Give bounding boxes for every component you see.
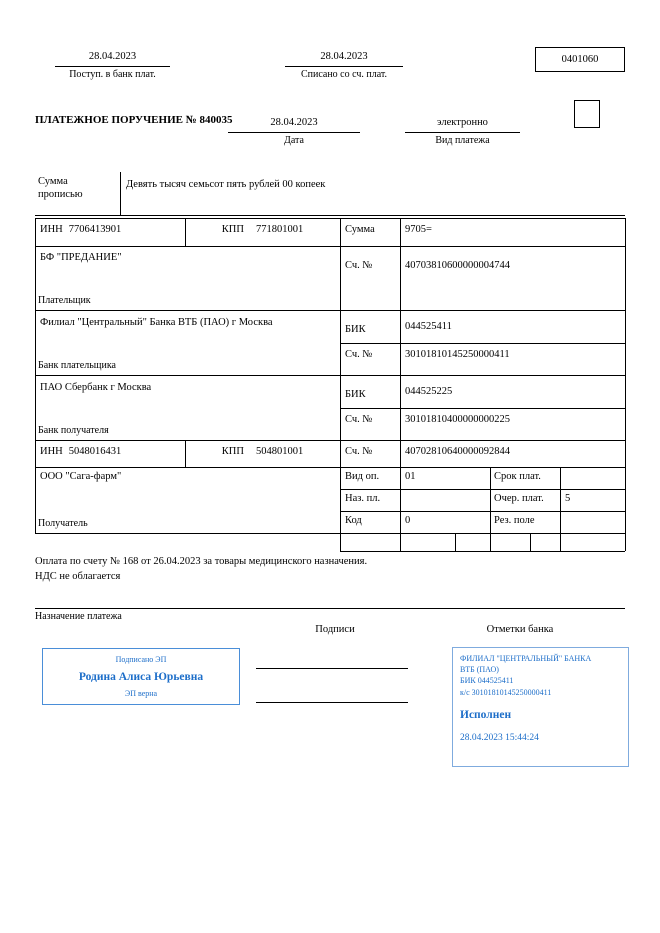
grid-line bbox=[120, 172, 121, 215]
grid-line bbox=[340, 343, 625, 344]
bank-stamp-line1: ФИЛИАЛ "ЦЕНТРАЛЬНЫЙ" БАНКА bbox=[460, 654, 592, 663]
payer-bank-name: Филиал "Центральный" Банка ВТБ (ПАО) г Москва bbox=[40, 317, 273, 328]
document-date-underline bbox=[228, 132, 360, 133]
grid-line bbox=[35, 533, 625, 534]
esign-signed-label: Подписано ЭП bbox=[115, 655, 167, 665]
grid-line bbox=[35, 215, 625, 216]
ocher-plat-value: 5 bbox=[565, 493, 571, 504]
payer-kpp-value: 771801001 bbox=[255, 224, 304, 235]
payee-kpp-value: 504801001 bbox=[255, 446, 304, 457]
grid-line bbox=[35, 310, 625, 311]
received-date-underline bbox=[55, 66, 170, 67]
payer-bank-bik-label: БИК bbox=[345, 324, 366, 335]
kod-value: 0 bbox=[405, 515, 411, 526]
purpose-label: Назначение платежа bbox=[35, 611, 122, 622]
payee-account-label: Сч. № bbox=[345, 446, 373, 457]
payer-kpp bbox=[185, 224, 340, 235]
sum-value: 9705= bbox=[405, 224, 432, 235]
grid-line bbox=[35, 375, 625, 376]
bank-stamp-bik: БИК 044525411 bbox=[460, 676, 514, 686]
grid-line bbox=[35, 218, 36, 533]
grid-line bbox=[340, 511, 625, 512]
payee-kpp bbox=[185, 446, 340, 457]
payee-name: ООО "Сага-фарм" bbox=[40, 471, 122, 482]
bank-stamp-datetime: 28.04.2023 15:44:24 bbox=[460, 732, 539, 743]
payee-account: 40702810640000092844 bbox=[405, 446, 510, 457]
srok-plat-label: Срок плат. bbox=[494, 471, 541, 482]
grid-line bbox=[35, 246, 625, 247]
bank-stamp-status: Исполнен bbox=[460, 708, 512, 721]
payer-account: 40703810600000004744 bbox=[405, 260, 510, 271]
grid-line bbox=[35, 218, 625, 219]
payer-bank-section-label: Банк плательщика bbox=[38, 360, 116, 371]
naz-pl-label: Наз. пл. bbox=[345, 493, 381, 504]
received-date: 28.04.2023 bbox=[88, 51, 137, 62]
grid-line bbox=[35, 440, 625, 441]
payee-bank-bik: 044525225 bbox=[405, 386, 453, 397]
bank-stamp bbox=[452, 647, 629, 767]
amount-words-label: Сумма прописью bbox=[38, 176, 83, 200]
vid-op-value: 01 bbox=[405, 471, 416, 482]
esign-verified-label: ЭП верна bbox=[124, 688, 158, 698]
payer-bank-account-label: Сч. № bbox=[345, 349, 373, 360]
payee-bank-bik-label: БИК bbox=[345, 389, 366, 400]
payee-section-label: Получатель bbox=[38, 518, 88, 529]
debited-date-underline bbox=[285, 66, 403, 67]
payer-inn bbox=[40, 224, 121, 235]
grid-line bbox=[490, 467, 491, 551]
empty-checkbox bbox=[574, 100, 600, 128]
purpose-line2: НДС не облагается bbox=[35, 571, 121, 582]
document-title: ПЛАТЕЖНОЕ ПОРУЧЕНИЕ № 840035 bbox=[35, 114, 233, 126]
payer-name: БФ "ПРЕДАНИЕ" bbox=[40, 252, 122, 263]
payer-kpp-label: КПП bbox=[221, 224, 244, 235]
payee-inn-value: 5048016431 bbox=[68, 446, 122, 457]
signature-line-2 bbox=[256, 702, 408, 703]
payer-inn-value: 7706413901 bbox=[68, 224, 122, 235]
grid-line bbox=[530, 533, 531, 551]
received-date-label: Поступ. в банк плат. bbox=[69, 69, 156, 80]
kod-label: Код bbox=[345, 515, 362, 526]
bank-marks-title: Отметки банка bbox=[486, 624, 554, 635]
payment-kind-label: Вид платежа bbox=[435, 135, 490, 146]
form-code-box: 0401060 bbox=[535, 47, 625, 72]
bank-stamp-line2: ВТБ (ПАО) bbox=[460, 665, 499, 675]
grid-line bbox=[400, 218, 401, 551]
amount-words-value: Девять тысяч семьсот пять рублей 00 копеек bbox=[126, 179, 326, 190]
grid-line bbox=[560, 467, 561, 551]
payee-bank-account: 30101810400000000225 bbox=[405, 414, 510, 425]
payer-bank-bik: 044525411 bbox=[405, 321, 452, 332]
payer-section-label: Плательщик bbox=[38, 295, 91, 306]
grid-line bbox=[340, 408, 625, 409]
payee-bank-name: ПАО Сбербанк г Москва bbox=[40, 382, 152, 393]
payee-inn-label: ИНН bbox=[40, 446, 63, 457]
payer-inn-label: ИНН bbox=[40, 224, 63, 235]
grid-line bbox=[625, 218, 626, 551]
payee-inn bbox=[40, 446, 121, 457]
document-date: 28.04.2023 bbox=[270, 117, 318, 128]
ocher-plat-label: Очер. плат. bbox=[494, 493, 544, 504]
rez-pole-label: Рез. поле bbox=[494, 515, 535, 526]
payee-bank-section-label: Банк получателя bbox=[38, 425, 109, 436]
payment-kind-underline bbox=[405, 132, 520, 133]
esign-signer-name: Родина Алиса Юрьевна bbox=[78, 670, 204, 683]
grid-line bbox=[455, 533, 456, 551]
document-date-label: Дата bbox=[284, 135, 304, 146]
sum-label: Сумма bbox=[345, 224, 375, 235]
payee-bank-account-label: Сч. № bbox=[345, 414, 373, 425]
signatures-title: Подписи bbox=[315, 624, 355, 635]
grid-line bbox=[340, 218, 341, 551]
grid-line bbox=[340, 489, 625, 490]
debited-date-label: Списано со сч. плат. bbox=[300, 69, 388, 80]
grid-line bbox=[35, 608, 625, 609]
grid-line bbox=[35, 467, 625, 468]
signature-line-1 bbox=[256, 668, 408, 669]
grid-line bbox=[340, 551, 625, 552]
debited-date: 28.04.2023 bbox=[320, 51, 368, 62]
payment-kind-value: электронно bbox=[437, 117, 488, 128]
bank-stamp-corr-account: к/с 30101810145250000411 bbox=[460, 687, 552, 697]
payer-bank-account: 30101810145250000411 bbox=[405, 349, 510, 360]
purpose-line1: Оплата по счету № 168 от 26.04.2023 за товары медицинского назначения. bbox=[35, 556, 368, 567]
payer-account-label: Сч. № bbox=[345, 260, 373, 271]
esign-stamp bbox=[42, 648, 240, 705]
payee-kpp-label: КПП bbox=[221, 446, 244, 457]
vid-op-label: Вид оп. bbox=[345, 471, 380, 482]
